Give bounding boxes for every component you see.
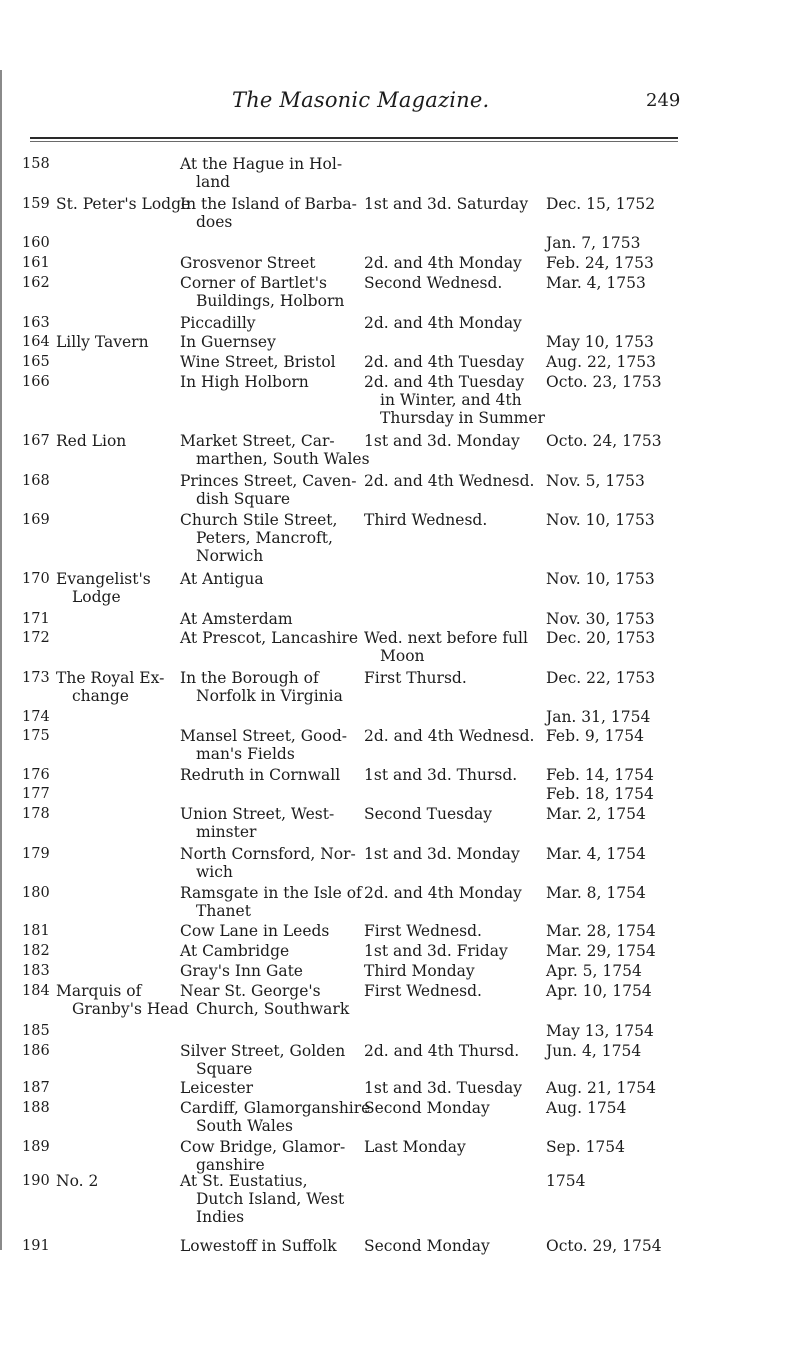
constitution-date [546,942,671,960]
constitution-date-line: Sep. 1754 [546,1138,626,1156]
meeting-place-line: marthen, South Wales [196,450,370,468]
meeting-days [364,353,544,371]
meeting-days-line: in Winter, and 4th [380,391,522,409]
meeting-place [180,1138,362,1174]
meeting-place-line: wich [196,863,233,881]
meeting-place [180,982,362,1018]
meeting-place-line: At St. Eustatius, [180,1172,308,1190]
meeting-place [180,373,362,391]
lodge-number: 161 [22,255,50,271]
magazine-title: The Masonic Magazine. [232,88,490,112]
meeting-days [364,845,544,863]
meeting-place-line: Cardiff, Glamorganshire [180,1099,371,1117]
meeting-place-line: Buildings, Holborn [196,292,345,310]
meeting-place [180,472,362,508]
meeting-days [364,373,544,427]
lodge-name-line: Marquis of [56,982,142,1000]
lodge-number: 170 [22,571,50,587]
meeting-place [180,333,362,351]
meeting-place-line: At Antigua [180,570,264,588]
lodge-number: 173 [22,670,50,686]
constitution-date-line: Jun. 4, 1754 [546,1042,642,1060]
constitution-date-line: May 10, 1753 [546,333,654,351]
meeting-place [180,432,370,468]
constitution-date-line: Jan. 31, 1754 [546,708,651,726]
meeting-place-line: Indies [196,1208,245,1226]
meeting-days-line: 1st and 3d. Monday [364,432,520,450]
meeting-days-line: First Thursd. [364,669,467,687]
meeting-days [364,1079,544,1097]
meeting-place-line: Church Stile Street, [180,511,338,529]
lodge-name-line: Red Lion [56,432,127,450]
meeting-place [180,353,362,371]
lodge-number: 187 [22,1080,50,1096]
lodge-number: 190 [22,1173,50,1189]
meeting-place-line: In High Holborn [180,373,309,391]
lodge-name-line: The Royal Ex- [56,669,165,687]
lodge-name-line: Lodge [72,588,121,606]
constitution-date [546,982,671,1000]
lodge-number: 167 [22,433,50,449]
constitution-date [546,1099,671,1117]
constitution-date-line: Mar. 29, 1754 [546,942,656,960]
meeting-days-line: Third Monday [364,962,475,980]
constitution-date [546,1172,671,1190]
meeting-place-line: Leicester [180,1079,254,1097]
constitution-date [546,472,671,490]
meeting-place-line: ganshire [196,1156,265,1174]
meeting-place-line: At Cambridge [180,942,290,960]
constitution-date-line: Dec. 20, 1753 [546,629,656,647]
lodge-number: 185 [22,1023,50,1039]
meeting-days-line: First Wednesd. [364,982,482,1000]
meeting-days-line: 1st and 3d. Saturday [364,195,529,213]
meeting-days [364,1237,544,1255]
constitution-date-line: Mar. 8, 1754 [546,884,646,902]
constitution-date [546,727,671,745]
constitution-date [546,708,671,726]
meeting-place-line: Wine Street, Bristol [180,353,336,371]
meeting-days-line: Wed. next before full [364,629,528,647]
meeting-place-line: Near St. George's [180,982,321,1000]
meeting-days-line: 2d. and 4th Monday [364,254,522,272]
constitution-date [546,922,671,940]
constitution-date-line: 1754 [546,1172,586,1190]
constitution-date [546,1022,671,1040]
lodge-number: 166 [22,374,50,390]
constitution-date [546,1042,671,1060]
lodge-number: 188 [22,1100,50,1116]
meeting-place [180,570,362,588]
meeting-place-line: Union Street, West- [180,805,335,823]
meeting-days-line: Second Monday [364,1099,490,1117]
meeting-days-line: 2d. and 4th Thursd. [364,1042,520,1060]
lodge-number: 164 [22,334,50,350]
meeting-place [180,727,362,763]
meeting-place-line: land [196,173,231,191]
meeting-place [180,845,362,881]
lodge-name [56,982,189,1018]
meeting-days-line: 2d. and 4th Monday [364,314,522,332]
meeting-place [180,511,362,565]
meeting-place-line: At Prescot, Lancashire [180,629,359,647]
meeting-place [180,766,362,784]
lodge-number: 182 [22,943,50,959]
meeting-days [364,1138,544,1156]
constitution-date [546,962,671,980]
meeting-days [364,962,544,980]
constitution-date [546,884,671,902]
lodge-number: 177 [22,786,50,802]
meeting-days [364,982,544,1000]
lodge-name [56,570,178,606]
meeting-days [364,805,544,823]
meeting-place [180,314,362,332]
constitution-date [546,629,671,647]
meeting-days [364,766,544,784]
meeting-place [180,669,362,705]
constitution-date-line: Mar. 28, 1754 [546,922,656,940]
constitution-date-line: Dec. 15, 1752 [546,195,656,213]
lodge-name [56,669,178,705]
meeting-days-line: 1st and 3d. Tuesday [364,1079,523,1097]
constitution-date-line: Feb. 9, 1754 [546,727,645,745]
meeting-place-line: At Amsterdam [180,610,293,628]
constitution-date-line: Dec. 22, 1753 [546,669,656,687]
meeting-days-line: 1st and 3d. Monday [364,845,520,863]
meeting-days [364,511,544,529]
constitution-date-line: Nov. 10, 1753 [546,570,655,588]
meeting-place [180,195,362,231]
lodge-name-line: No. 2 [56,1172,99,1190]
constitution-date-line: Nov. 30, 1753 [546,610,655,628]
meeting-place-line: South Wales [196,1117,293,1135]
meeting-days [364,669,544,687]
constitution-date [546,669,671,687]
meeting-place-line: Lowestoff in Suffolk [180,1237,337,1255]
constitution-date [546,353,671,371]
constitution-date-line: Octo. 23, 1753 [546,373,662,391]
constitution-date [546,785,671,803]
meeting-place [180,274,362,310]
constitution-date-line: Aug. 1754 [546,1099,627,1117]
lodge-number: 163 [22,315,50,331]
lodge-number: 168 [22,473,50,489]
meeting-days-line: Thursday in Summer [380,409,545,427]
constitution-date-line: Octo. 24, 1753 [546,432,662,450]
meeting-days-line: 1st and 3d. Thursd. [364,766,518,784]
lodge-number: 176 [22,767,50,783]
meeting-days-line: 2d. and 4th Tuesday [364,373,525,391]
lodge-number: 178 [22,806,50,822]
meeting-days-line: 1st and 3d. Friday [364,942,508,960]
constitution-date-line: Aug. 22, 1753 [546,353,656,371]
constitution-date-line: Feb. 14, 1754 [546,766,654,784]
lodge-name [56,1172,178,1190]
meeting-days-line: Second Monday [364,1237,490,1255]
meeting-days [364,274,544,292]
meeting-place [180,922,362,940]
meeting-place-line: Norfolk in Virginia [196,687,343,705]
constitution-date [546,1237,671,1255]
lodge-name [56,432,178,450]
lodge-name [56,195,191,213]
lodge-name-line: Granby's Head [72,1000,189,1018]
lodge-number: 159 [22,196,50,212]
meeting-days [364,884,544,902]
constitution-date [546,333,671,351]
meeting-place [180,884,362,920]
lodge-number: 160 [22,235,50,251]
constitution-date [546,254,671,272]
lodge-name [56,333,178,351]
meeting-days-line: Third Wednesd. [364,511,488,529]
meeting-place [180,1042,362,1078]
meeting-days [364,314,544,332]
meeting-days [364,472,544,490]
meeting-days-line: Moon [380,647,425,665]
constitution-date-line: Jan. 7, 1753 [546,234,641,252]
lodge-number: 183 [22,963,50,979]
page-number: 249 [646,90,681,111]
lodge-name-line: Evangelist's [56,570,151,588]
meeting-place-line: man's Fields [196,745,295,763]
meeting-days [364,629,544,665]
constitution-date [546,610,671,628]
lodge-number: 165 [22,354,50,370]
meeting-place-line: Gray's Inn Gate [180,962,303,980]
meeting-days [364,922,544,940]
meeting-place-line: In the Island of Barba- [180,195,357,213]
constitution-date [546,766,671,784]
meeting-place-line: Dutch Island, West [196,1190,345,1208]
lodge-number: 171 [22,611,50,627]
meeting-days-line: 2d. and 4th Wednesd. [364,727,535,745]
lodge-number: 174 [22,709,50,725]
meeting-place-line: At the Hague in Hol- [180,155,343,173]
constitution-date-line: Nov. 10, 1753 [546,511,655,529]
meeting-place-line: dish Square [196,490,291,508]
meeting-place [180,1172,362,1226]
meeting-days-line: 2d. and 4th Wednesd. [364,472,535,490]
meeting-place-line: Ramsgate in the Isle of [180,884,362,902]
lodge-number: 180 [22,885,50,901]
constitution-date [546,274,671,292]
meeting-place [180,805,362,841]
constitution-date [546,432,671,450]
lodge-number: 175 [22,728,50,744]
meeting-place-line: does [196,213,233,231]
meeting-place-line: Square [196,1060,253,1078]
lodge-number: 186 [22,1043,50,1059]
meeting-days [364,727,544,745]
meeting-days [364,195,544,213]
constitution-date [546,1138,671,1156]
meeting-place [180,1099,371,1135]
meeting-place-line: In the Borough of [180,669,319,687]
constitution-date-line: May 13, 1754 [546,1022,654,1040]
meeting-place-line: Silver Street, Golden [180,1042,346,1060]
lodge-number: 158 [22,156,50,172]
lodge-number: 179 [22,846,50,862]
meeting-place-line: Piccadilly [180,314,256,332]
meeting-place-line: Norwich [196,547,264,565]
constitution-date-line: Nov. 5, 1753 [546,472,645,490]
constitution-date [546,373,671,391]
meeting-place-line: Cow Lane in Leeds [180,922,330,940]
meeting-place-line: Grosvenor Street [180,254,316,272]
constitution-date [546,805,671,823]
meeting-days [364,1099,544,1117]
meeting-place-line: Church, Southwark [196,1000,350,1018]
lodge-number: 189 [22,1139,50,1155]
constitution-date-line: Feb. 24, 1753 [546,254,654,272]
lodge-number: 191 [22,1238,50,1254]
lodge-number: 162 [22,275,50,291]
constitution-date [546,1079,671,1097]
constitution-date [546,234,671,252]
meeting-place-line: Redruth in Cornwall [180,766,341,784]
meeting-days [364,1042,544,1060]
meeting-place [180,962,362,980]
meeting-place [180,1079,362,1097]
lodge-number: 184 [22,983,50,999]
meeting-place [180,1237,362,1255]
constitution-date-line: Apr. 5, 1754 [546,962,642,980]
constitution-date-line: Octo. 29, 1754 [546,1237,662,1255]
constitution-date-line: Mar. 2, 1754 [546,805,646,823]
constitution-date [546,570,671,588]
meeting-place [180,629,362,647]
constitution-date-line: Feb. 18, 1754 [546,785,654,803]
meeting-place-line: Cow Bridge, Glamor- [180,1138,346,1156]
meeting-place [180,254,362,272]
constitution-date-line: Apr. 10, 1754 [546,982,652,1000]
meeting-days-line: Last Monday [364,1138,466,1156]
constitution-date-line: Aug. 21, 1754 [546,1079,656,1097]
lodge-name-line: change [72,687,129,705]
meeting-place-line: Peters, Mancroft, [196,529,333,547]
meeting-place-line: Thanet [196,902,251,920]
meeting-place [180,942,362,960]
meeting-place-line: Mansel Street, Good- [180,727,347,745]
meeting-place-line: In Guernsey [180,333,276,351]
meeting-days-line: Second Tuesday [364,805,493,823]
meeting-days-line: Second Wednesd. [364,274,503,292]
constitution-date [546,845,671,863]
meeting-days-line: 2d. and 4th Tuesday [364,353,525,371]
meeting-days-line: First Wednesd. [364,922,482,940]
lodge-name-line: Lilly Tavern [56,333,149,351]
constitution-date-line: Mar. 4, 1753 [546,274,646,292]
lodge-name-line: St. Peter's Lodge [56,195,191,213]
meeting-place [180,610,362,628]
lodge-number: 169 [22,512,50,528]
meeting-place-line: Princes Street, Caven- [180,472,357,490]
meeting-place-line: North Cornsford, Nor- [180,845,356,863]
constitution-date [546,511,671,529]
meeting-place-line: Corner of Bartlet's [180,274,327,292]
constitution-date-line: Mar. 4, 1754 [546,845,646,863]
meeting-days [364,254,544,272]
meeting-place-line: Market Street, Car- [180,432,335,450]
meeting-days [364,432,544,450]
meeting-days [364,942,544,960]
lodge-number: 172 [22,630,50,646]
meeting-place [180,155,362,191]
meeting-days-line: 2d. and 4th Monday [364,884,522,902]
meeting-place-line: minster [196,823,257,841]
constitution-date [546,195,671,213]
lodge-number: 181 [22,923,50,939]
